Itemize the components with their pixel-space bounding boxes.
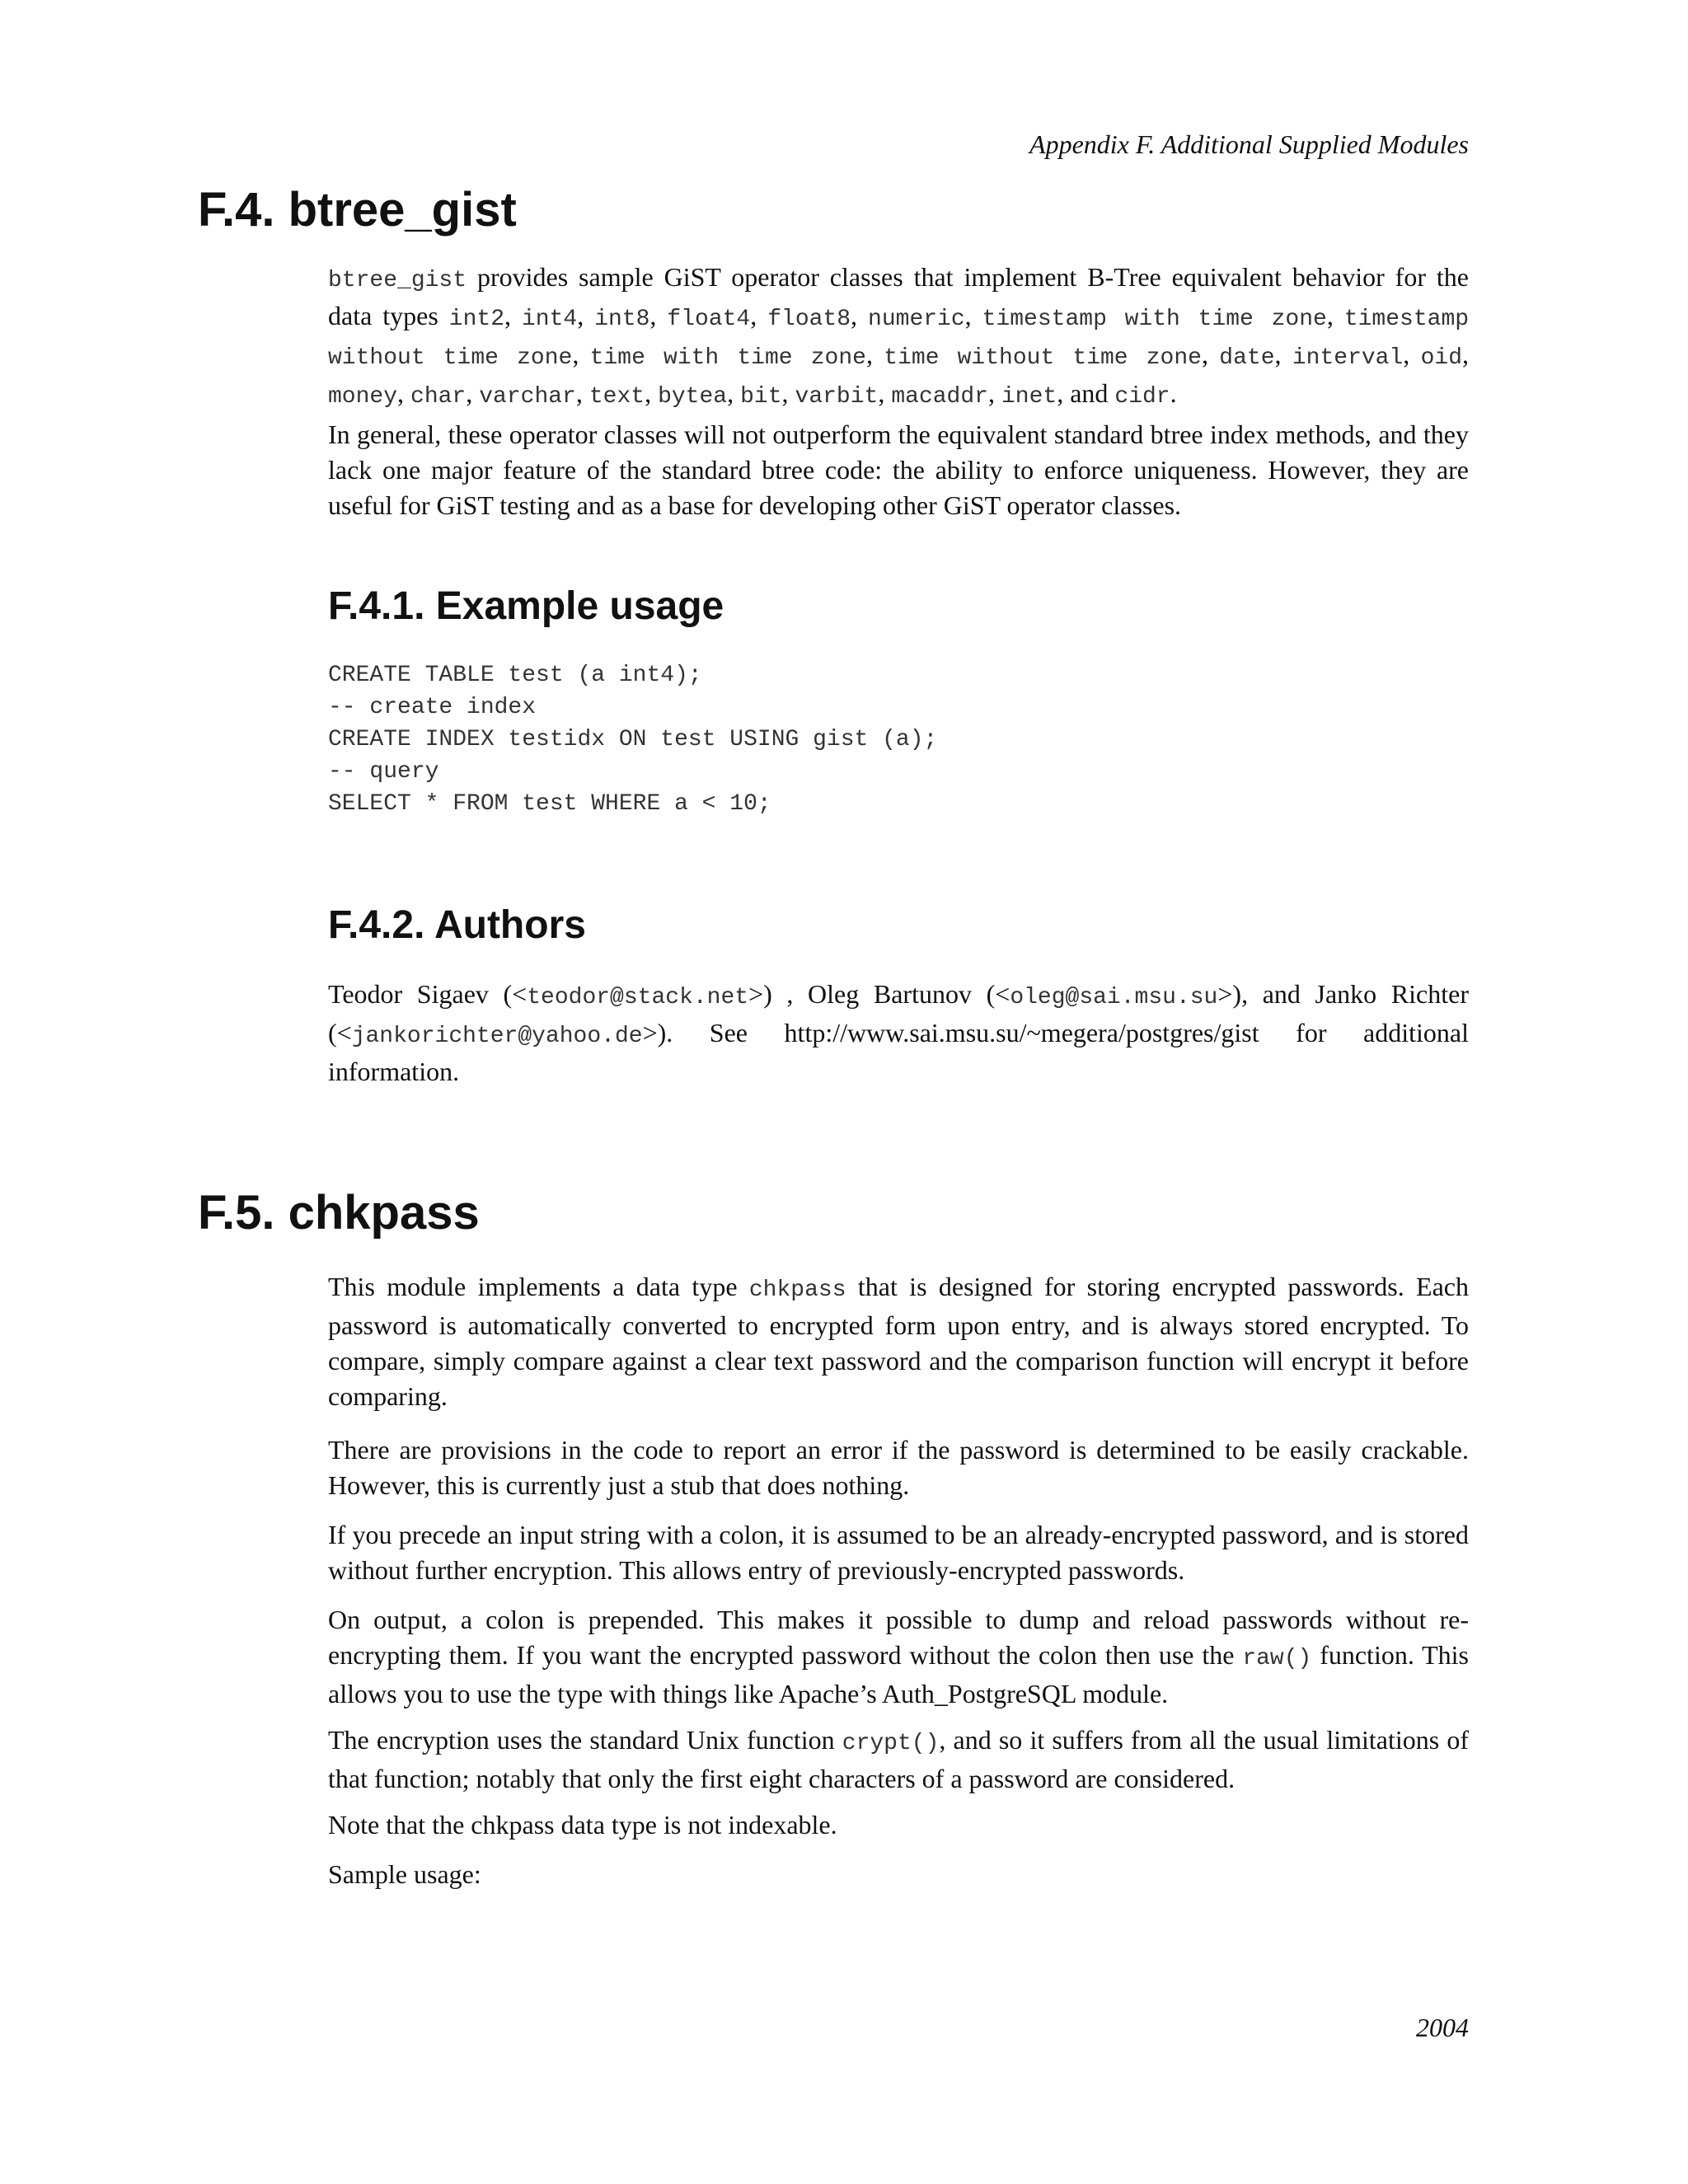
subsection-heading-authors: F.4.2. Authors xyxy=(328,903,586,947)
data-type: int2 xyxy=(448,307,505,332)
data-type: int8 xyxy=(594,307,650,332)
data-types-list: int2, int4, int8, float4, float8, numeric, timestamp with time zone, timestamp without time zone, time with time zone, time without time zone, date, interval, oid, money, char, varchar, text, bytea, bit, varbit, macaddr, inet, xyxy=(328,301,1470,410)
example-code-block xyxy=(328,659,937,820)
data-type: money xyxy=(328,384,398,410)
type-name: chkpass xyxy=(748,1277,846,1303)
data-type: float8 xyxy=(767,307,851,332)
data-type: timestamp with time zone xyxy=(982,307,1327,332)
data-type: time without time zone xyxy=(884,345,1202,371)
intro-text: provides sample GiST operator classes that implement B-Tree equivalent behavior for the data types xyxy=(328,262,1469,330)
function-name: raw() xyxy=(1242,1646,1312,1671)
chkpass-intro-paragraph xyxy=(328,1269,1469,1414)
data-type: text xyxy=(588,384,645,410)
data-type: timestamp without time zone xyxy=(328,307,1470,371)
paragraph-text: function. This allows you to use the type with things like Apache’s Auth_PostgreSQL module. xyxy=(328,1640,1469,1708)
author-text: >), and Janko Richter (< xyxy=(328,979,1470,1047)
data-type: int4 xyxy=(522,307,578,332)
function-name: crypt() xyxy=(842,1731,940,1756)
data-type: date xyxy=(1219,345,1275,371)
chkpass-encryption-paragraph xyxy=(328,1722,1469,1797)
module-name: btree_gist xyxy=(328,268,467,293)
code-line: -- query xyxy=(328,759,439,785)
author-email: oleg@sai.msu.su xyxy=(1010,985,1218,1010)
author-email: jankorichter@yahoo.de xyxy=(351,1024,643,1049)
page-number: 2004 xyxy=(1416,2013,1469,2042)
data-type: numeric xyxy=(868,307,965,332)
subsection-heading-example-usage: F.4.1. Example usage xyxy=(328,584,724,628)
data-type: inet xyxy=(1001,384,1057,410)
code-line: -- create index xyxy=(328,695,537,720)
data-type: bit xyxy=(740,384,782,410)
intro-end: . xyxy=(1170,378,1177,408)
data-type: varchar xyxy=(479,384,576,410)
btree-gist-intro-paragraph xyxy=(328,260,1469,415)
paragraph-text: The encryption uses the standard Unix function xyxy=(328,1725,842,1755)
chkpass-output-paragraph xyxy=(328,1602,1469,1712)
authors-paragraph xyxy=(328,977,1469,1090)
code-line: CREATE INDEX testidx ON test USING gist (a); xyxy=(328,727,938,752)
author-text: Teodor Sigaev (< xyxy=(328,979,528,1009)
paragraph-text: This module implements a data type xyxy=(328,1272,749,1301)
data-type: bytea xyxy=(658,384,728,410)
and-text: and xyxy=(1063,378,1115,408)
code-line: CREATE TABLE test (a int4); xyxy=(328,663,702,688)
section-heading-chkpass: F.5. chkpass xyxy=(198,1186,480,1240)
code-line: SELECT * FROM test WHERE a < 10; xyxy=(328,791,771,817)
sample-usage-label: Sample usage: xyxy=(328,1859,481,1889)
data-type: time with time zone xyxy=(589,345,866,371)
author-email: teodor@stack.net xyxy=(527,985,749,1010)
author-text: >). See http://www.sai.msu.su/~megera/postgres/gist for additional information. xyxy=(328,1018,1469,1086)
paragraph-text: On output, a colon is prepended. This makes it possible to dump and reload passwords without re-encrypting them. If you want the encrypted password without the colon then use the xyxy=(328,1605,1469,1670)
data-type: char xyxy=(410,384,467,410)
chkpass-not-indexable-paragraph: Note that the chkpass data type is not indexable. xyxy=(328,1810,837,1840)
chkpass-crackable-paragraph: There are provisions in the code to report an error if the password is determined to be easily crackable. However, this is currently just a stub that does nothing. xyxy=(328,1435,1469,1500)
running-header: Appendix F. Additional Supplied Modules xyxy=(1029,129,1469,159)
btree-gist-limitations-paragraph: In general, these operator classes will not outperform the equivalent standard btree index methods, and they lack one major feature of the standard btree code: the ability to enforce uniqueness. However, they are useful for GiST testing and as a base for developing other GiST operator classes. xyxy=(328,419,1469,520)
data-type: macaddr xyxy=(891,384,988,410)
data-type: oid xyxy=(1420,345,1463,371)
data-type: varbit xyxy=(795,384,879,410)
data-type: float4 xyxy=(667,307,751,332)
data-type: interval xyxy=(1292,345,1404,371)
chkpass-colon-input-paragraph: If you precede an input string with a colon, it is assumed to be an already-encrypted password, and is stored without further encryption. This allows entry of previously-encrypted passwords. xyxy=(328,1520,1469,1585)
author-text: >) , Oleg Bartunov (< xyxy=(748,979,1010,1009)
paragraph-text: , and so it suffers from all the usual limitations of that function; notably that only the first eight characters of a password are considered. xyxy=(328,1725,1470,1793)
data-type: cidr xyxy=(1114,384,1170,410)
section-heading-btree-gist: F.4. btree_gist xyxy=(198,183,517,237)
paragraph-text: that is designed for storing encrypted passwords. Each password is automatically converted to encrypted form upon entry, and is always stored encrypted. To compare, simply compare against a clear text password and the comparison function will encrypt it before comparing. xyxy=(328,1272,1470,1411)
